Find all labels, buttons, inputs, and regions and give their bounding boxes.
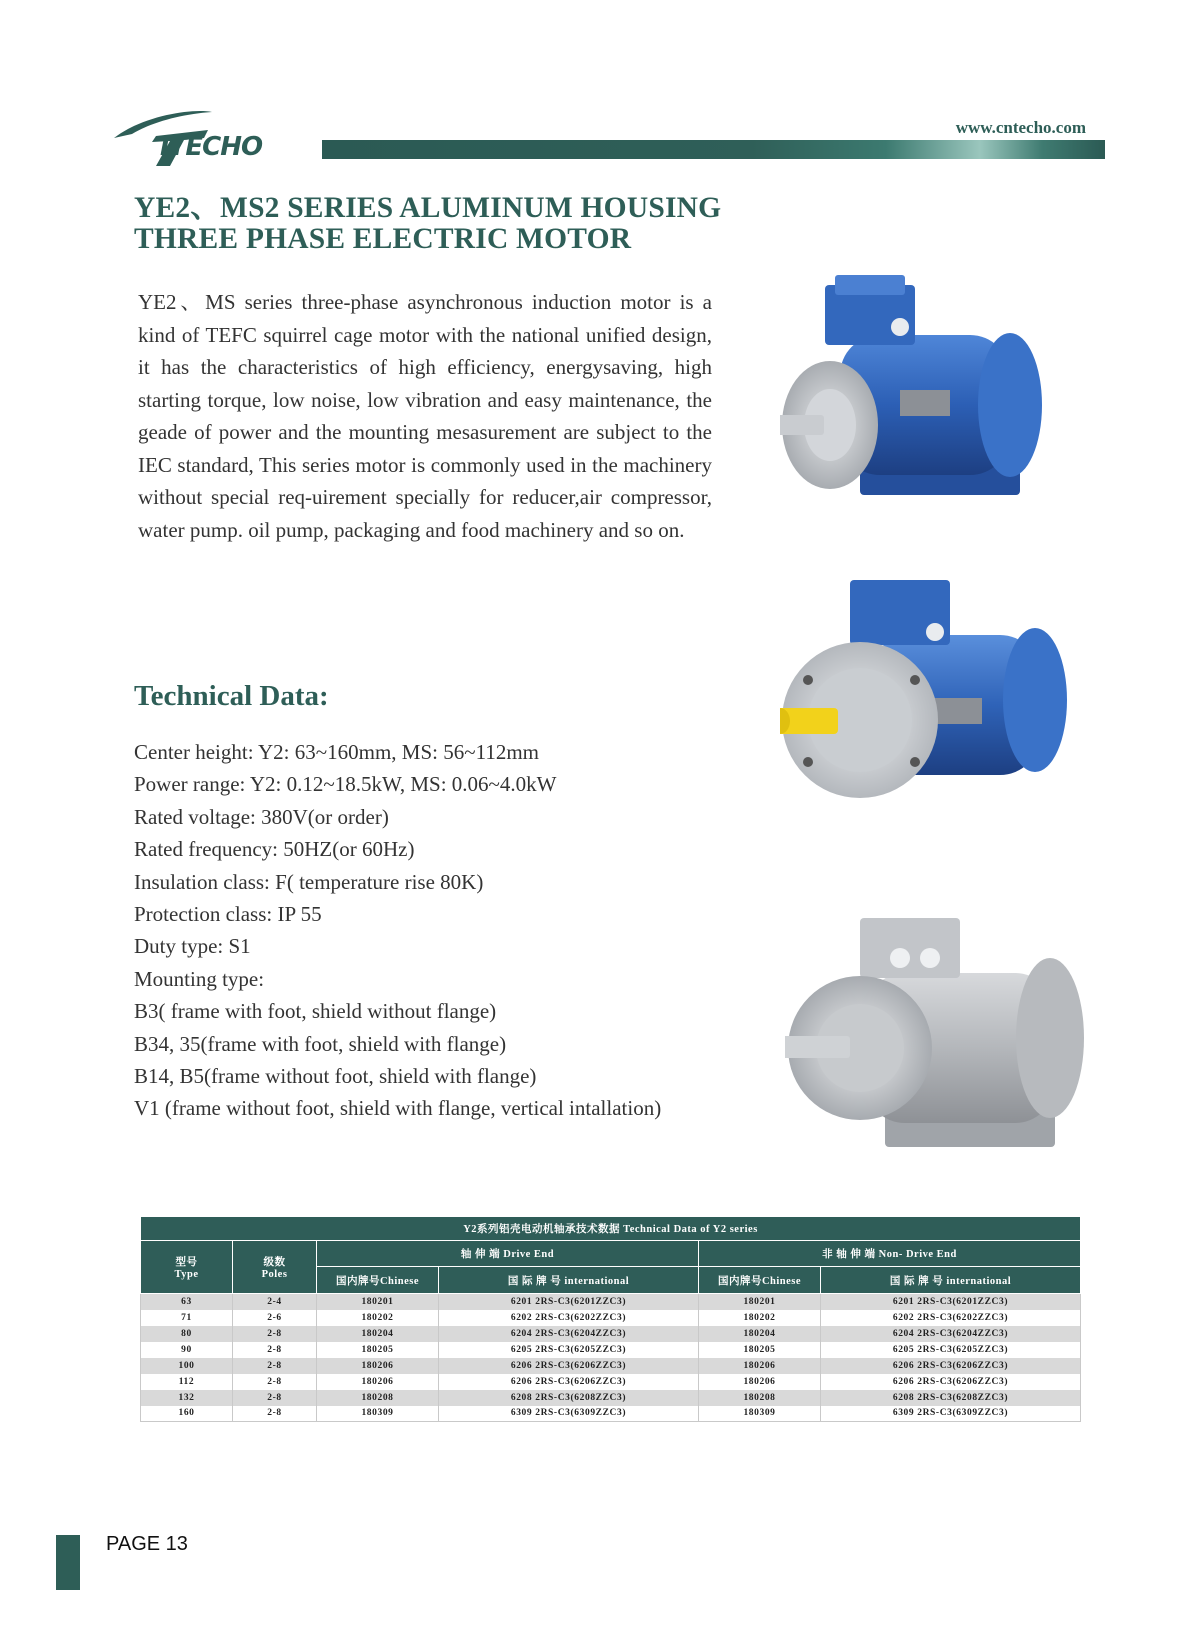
spec-duty-type: Duty type: S1 bbox=[134, 934, 251, 959]
header-poles-cn: 级数 bbox=[263, 1257, 286, 1268]
table-row bbox=[141, 1406, 1081, 1422]
header-drive-chinese: 国内牌号Chinese bbox=[317, 1267, 439, 1294]
spec-mounting-b14: B14, B5(frame without foot, shield with flange) bbox=[134, 1064, 537, 1089]
spec-insulation-class: Insulation class: F( temperature rise 80K) bbox=[134, 869, 484, 894]
cell-nondrive-international: 6204 2RS-C3(6204ZZC3) bbox=[821, 1326, 1081, 1342]
cell-drive-chinese: 180202 bbox=[317, 1310, 439, 1326]
spec-mounting-b34: B34, 35(frame with foot, shield with flange) bbox=[134, 1031, 507, 1056]
cell-nondrive-chinese: 180206 bbox=[699, 1358, 821, 1374]
spec-rated-voltage: Rated voltage: 380V(or order) bbox=[134, 804, 389, 829]
blue-flange-motor-image bbox=[780, 580, 1070, 835]
cell-type: 71 bbox=[141, 1310, 233, 1326]
spec-mounting-v1: V1 (frame without foot, shield with flange, vertical intallation) bbox=[134, 1096, 662, 1121]
cell-nondrive-chinese: 180202 bbox=[699, 1310, 821, 1326]
blue-foot-motor-image bbox=[780, 275, 1060, 520]
cell-nondrive-chinese: 180208 bbox=[699, 1390, 821, 1406]
cell-poles: 2-8 bbox=[233, 1326, 317, 1342]
cell-drive-chinese: 180206 bbox=[317, 1358, 439, 1374]
cell-poles: 2-8 bbox=[233, 1374, 317, 1390]
spec-mounting-b3: B3( frame with foot, shield without flange) bbox=[134, 999, 497, 1024]
technical-data-heading: Technical Data: bbox=[134, 680, 329, 712]
header-poles-en: Poles bbox=[261, 1269, 288, 1280]
bearing-data-table bbox=[140, 1216, 1081, 1422]
header-nondrive-international: 国 际 牌 号 international bbox=[821, 1267, 1081, 1294]
header-poles bbox=[233, 1241, 317, 1294]
cell-type: 132 bbox=[141, 1390, 233, 1406]
cell-nondrive-international: 6206 2RS-C3(6206ZZC3) bbox=[821, 1374, 1081, 1390]
cell-nondrive-international: 6205 2RS-C3(6205ZZC3) bbox=[821, 1342, 1081, 1358]
cell-poles: 2-6 bbox=[233, 1310, 317, 1326]
header-type-cn: 型号 bbox=[175, 1257, 198, 1268]
cell-drive-international: 6208 2RS-C3(6208ZZC3) bbox=[439, 1390, 699, 1406]
table-row bbox=[141, 1390, 1081, 1406]
spec-center-height: Center height: Y2: 63~160mm, MS: 56~112mm bbox=[134, 740, 539, 764]
cell-drive-international: 6205 2RS-C3(6205ZZC3) bbox=[439, 1342, 699, 1358]
cell-drive-international: 6309 2RS-C3(6309ZZC3) bbox=[439, 1406, 699, 1422]
table-row bbox=[141, 1358, 1081, 1374]
cell-drive-international: 6206 2RS-C3(6206ZZC3) bbox=[439, 1374, 699, 1390]
cell-drive-international: 6202 2RS-C3(6202ZZC3) bbox=[439, 1310, 699, 1326]
title-line-2: THREE PHASE ELECTRIC MOTOR bbox=[134, 223, 632, 255]
cell-drive-international: 6204 2RS-C3(6204ZZC3) bbox=[439, 1326, 699, 1342]
table-row bbox=[141, 1342, 1081, 1358]
spec-mounting-type: Mounting type: bbox=[134, 966, 265, 991]
cell-nondrive-chinese: 180204 bbox=[699, 1326, 821, 1342]
cell-drive-international: 6206 2RS-C3(6206ZZC3) bbox=[439, 1358, 699, 1374]
cell-drive-chinese: 180206 bbox=[317, 1374, 439, 1390]
cell-nondrive-chinese: 180205 bbox=[699, 1342, 821, 1358]
spec-rated-frequency: Rated frequency: 50HZ(or 60Hz) bbox=[134, 837, 415, 862]
spec-protection-class: Protection class: IP 55 bbox=[134, 902, 322, 927]
cell-drive-chinese: 180205 bbox=[317, 1342, 439, 1358]
cell-type: 112 bbox=[141, 1374, 233, 1390]
page-title bbox=[134, 193, 721, 255]
intro-paragraph: YE2、MS series three-phase asynchronous induction motor is a kind of TEFC squirrel cage motor with the national unified design, it has the characteristics of high efficiency, energysaving, high starting torque, low noise, low vibration and easy maintenance, the geade of power and the mounting mesasurement are subject to the IEC standard, This series motor is commonly used in the machinery without special req-uirement specially for reducer,air compressor, water pump. oil pump, packaging and food machinery and so on. bbox=[138, 290, 712, 542]
website-url[interactable]: www.cntecho.com bbox=[955, 118, 1086, 137]
page-marker-bar bbox=[56, 1535, 80, 1590]
table-row bbox=[141, 1326, 1081, 1342]
header-drive-international: 国 际 牌 号 international bbox=[439, 1267, 699, 1294]
cell-type: 90 bbox=[141, 1342, 233, 1358]
cell-poles: 2-8 bbox=[233, 1342, 317, 1358]
header-bar bbox=[322, 140, 1105, 159]
header-type-en: Type bbox=[174, 1269, 199, 1280]
header-drive-end: 轴 伸 端 Drive End bbox=[317, 1241, 699, 1267]
table-row bbox=[141, 1310, 1081, 1326]
cell-poles: 2-8 bbox=[233, 1358, 317, 1374]
cell-type: 100 bbox=[141, 1358, 233, 1374]
page-number: PAGE 13 bbox=[106, 1533, 188, 1555]
title-line-1: YE2、MS2 SERIES ALUMINUM HOUSING bbox=[134, 192, 722, 224]
cell-drive-chinese: 180309 bbox=[317, 1406, 439, 1422]
table-row bbox=[141, 1374, 1081, 1390]
cell-drive-chinese: 180204 bbox=[317, 1326, 439, 1342]
cell-nondrive-international: 6208 2RS-C3(6208ZZC3) bbox=[821, 1390, 1081, 1406]
cell-nondrive-international: 6201 2RS-C3(6201ZZC3) bbox=[821, 1294, 1081, 1310]
table-row bbox=[141, 1294, 1081, 1310]
technical-data-list bbox=[134, 736, 661, 1125]
logo-wordmark: ITECHO bbox=[160, 132, 263, 162]
cell-drive-chinese: 180208 bbox=[317, 1390, 439, 1406]
bearing-data-table-wrap bbox=[140, 1216, 1080, 1422]
cell-nondrive-international: 6309 2RS-C3(6309ZZC3) bbox=[821, 1406, 1081, 1422]
cell-poles: 2-8 bbox=[233, 1406, 317, 1422]
header-nondrive-chinese: 国内牌号Chinese bbox=[699, 1267, 821, 1294]
spec-power-range: Power range: Y2: 0.12~18.5kW, MS: 0.06~4.0kW bbox=[134, 772, 557, 797]
header-type bbox=[141, 1241, 233, 1294]
cell-drive-chinese: 180201 bbox=[317, 1294, 439, 1310]
cell-drive-international: 6201 2RS-C3(6201ZZC3) bbox=[439, 1294, 699, 1310]
cell-type: 63 bbox=[141, 1294, 233, 1310]
table-caption: Y2系列铝壳电动机轴承技术数据 Technical Data of Y2 series bbox=[141, 1217, 1081, 1241]
cell-nondrive-chinese: 180206 bbox=[699, 1374, 821, 1390]
cell-nondrive-international: 6202 2RS-C3(6202ZZC3) bbox=[821, 1310, 1081, 1326]
cell-poles: 2-4 bbox=[233, 1294, 317, 1310]
header-non-drive-end: 非 轴 伸 端 Non- Drive End bbox=[699, 1241, 1081, 1267]
cell-nondrive-chinese: 180309 bbox=[699, 1406, 821, 1422]
cell-type: 160 bbox=[141, 1406, 233, 1422]
silver-motor-image bbox=[785, 918, 1085, 1170]
cell-poles: 2-8 bbox=[233, 1390, 317, 1406]
cell-type: 80 bbox=[141, 1326, 233, 1342]
cell-nondrive-chinese: 180201 bbox=[699, 1294, 821, 1310]
cell-nondrive-international: 6206 2RS-C3(6206ZZC3) bbox=[821, 1358, 1081, 1374]
